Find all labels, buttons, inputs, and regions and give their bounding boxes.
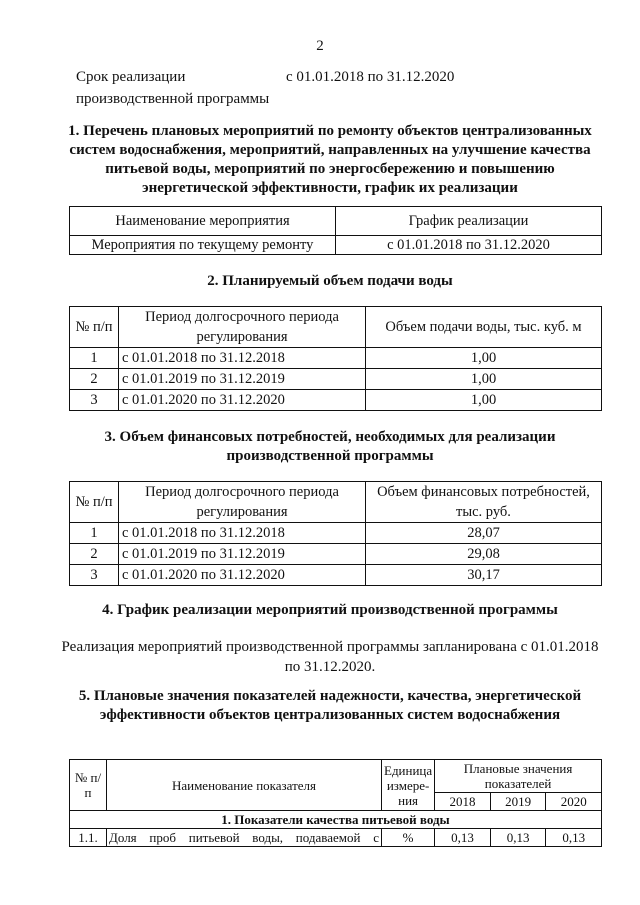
section1-table	[69, 206, 602, 255]
table-cell: 1.1.	[70, 829, 107, 847]
table-cell: 1	[70, 348, 119, 369]
table-cell: 2	[70, 369, 119, 390]
implementation-term-label	[76, 66, 269, 110]
section4-title: 4. График реализации мероприятий производственной программы	[102, 602, 558, 618]
section5-title: 5. Плановые значения показателей надежности, качества, энергетической эффективности объектов централизованных систем водоснабжения	[78, 688, 582, 723]
table-cell: 30,17	[366, 565, 602, 586]
column-header: Наименование показателя	[107, 760, 382, 811]
column-header: Период долгосрочного периода регулирования	[119, 307, 366, 348]
table-row	[70, 236, 602, 255]
column-header: Плановые значения показателей	[435, 760, 602, 793]
column-header: № п/п	[70, 482, 119, 523]
table-cell: 1,00	[366, 390, 602, 411]
column-header: Наименование мероприятия	[70, 207, 336, 236]
table-cell: с 01.01.2018 по 31.12.2018	[119, 348, 366, 369]
table-row	[70, 348, 602, 369]
table-cell: с 01.01.2019 по 31.12.2019	[119, 369, 366, 390]
table-cell: с 01.01.2020 по 31.12.2020	[119, 565, 366, 586]
table-row	[70, 829, 602, 847]
table-cell: 1,00	[366, 369, 602, 390]
table-cell: 1,00	[366, 348, 602, 369]
section1-title: 1. Перечень плановых мероприятий по ремонту объектов централизованных систем водоснабжения, мероприятий, направленных на улучшение качества питьевой воды, мероприятий по энергосбережению и повышению энергетической эффективности, график их реализации	[68, 123, 592, 196]
section2-title: 2. Планируемый объем подачи воды	[207, 273, 453, 289]
table-cell: Мероприятия по текущему ремонту	[70, 236, 336, 255]
table-row	[70, 565, 602, 586]
section3-table	[69, 481, 602, 586]
table-cell: 29,08	[366, 544, 602, 565]
table-row	[70, 544, 602, 565]
table-cell: с 01.01.2019 по 31.12.2019	[119, 544, 366, 565]
implementation-term-label-line1: Срок реализации	[76, 69, 186, 85]
subheader-cell: 1. Показатели качества питьевой воды	[70, 811, 602, 829]
implementation-term-label-line2: производственной программы	[76, 91, 270, 107]
year-header: 2018	[435, 793, 491, 811]
table-cell: с 01.01.2020 по 31.12.2020	[119, 390, 366, 411]
table-cell: 0,13	[490, 829, 546, 847]
table-cell: Доля проб питьевой воды, подаваемой с	[107, 829, 382, 847]
table-row	[70, 523, 602, 544]
table-cell: 1	[70, 523, 119, 544]
table-cell: 0,13	[435, 829, 491, 847]
table-cell: %	[382, 829, 435, 847]
table-cell: с 01.01.2018 по 31.12.2020	[336, 236, 602, 255]
table-header-row	[70, 760, 602, 793]
table-header-row	[70, 307, 602, 348]
table-cell: 28,07	[366, 523, 602, 544]
column-header: Период долгосрочного периода регулирования	[119, 482, 366, 523]
table-header-row	[70, 482, 602, 523]
table-cell: 2	[70, 544, 119, 565]
table-cell: 0,13	[546, 829, 602, 847]
year-header: 2019	[490, 793, 546, 811]
column-header: № п/п	[70, 307, 119, 348]
table-subheader-row	[70, 811, 602, 829]
section2-table	[69, 306, 602, 411]
table-cell: 3	[70, 565, 119, 586]
column-header: График реализации	[336, 207, 602, 236]
table-header-row	[70, 207, 602, 236]
year-header: 2020	[546, 793, 602, 811]
column-header: № п/п	[70, 760, 107, 811]
section4-text: Реализация мероприятий производственной программы запланирована с 01.01.2018 по 31.12.2020.	[61, 639, 599, 675]
table-row	[70, 390, 602, 411]
column-header: Единица измере-ния	[382, 760, 435, 811]
table-cell: с 01.01.2018 по 31.12.2018	[119, 523, 366, 544]
column-header: Объем финансовых потребностей, тыс. руб.	[366, 482, 602, 523]
table-row	[70, 369, 602, 390]
section5-table	[69, 759, 602, 847]
implementation-term-value: с 01.01.2018 по 31.12.2020	[286, 69, 455, 85]
table-cell: 3	[70, 390, 119, 411]
column-header: Объем подачи воды, тыс. куб. м	[366, 307, 602, 348]
section3-title: 3. Объем финансовых потребностей, необходимых для реализации производственной программы	[104, 429, 556, 464]
page-number: 2	[316, 38, 324, 54]
